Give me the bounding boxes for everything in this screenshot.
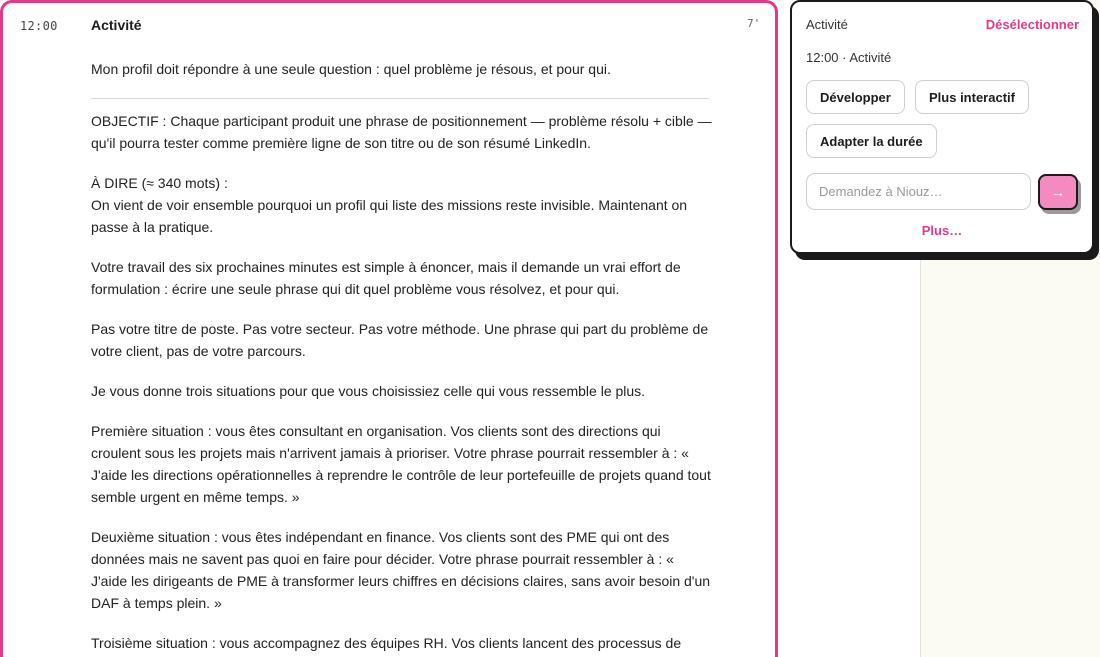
activity-time: 12:00 <box>20 19 58 33</box>
assistant-context-label: 12:00 · Activité <box>806 50 892 65</box>
paragraph-objective: OBJECTIF : Chaque participant produit une phrase de positionnement — problème résolu + cible — qu'il pourra tester comme première ligne de son titre ou de son résumé LinkedIn. <box>91 113 712 151</box>
paragraph-situation-1: Première situation : vous êtes consultant en organisation. Vos clients sont des directions qui croulent sous les projets mais n'arrivent jamais à prioriser. Votre phrase pourrait ressembler à : « J'aide les directions opérationnelles à reprendre le contrôle de leur portefeuille de projets quand tout semble urgent en même temps. » <box>91 423 711 505</box>
more-options-link[interactable]: Plus… <box>921 223 963 238</box>
paragraph-task: Votre travail des six prochaines minutes est simple à énoncer, mais il demande un vrai effort de formulation : écrire une seule phrase qui dit quel problème vous résolvez, et pour qui. <box>91 259 681 297</box>
paragraph-situation-3: Troisième situation : vous accompagnez des équipes RH. Vos clients lancent des processus de <box>91 635 682 651</box>
arrow-right-icon: → <box>1051 184 1065 200</box>
more-interactive-button[interactable]: Plus interactif <box>915 80 1029 114</box>
develop-button[interactable]: Développer <box>806 80 905 114</box>
assistant-prompt-input[interactable]: Demandez à Niouz… <box>806 173 1031 210</box>
ai-assistant-panel <box>790 0 1094 254</box>
paragraph-situations-intro: Je vous donne trois situations pour que vous choisissiez celle qui vous ressemble le plus. <box>91 383 646 399</box>
activity-summary: Mon profil doit répondre à une seule question : quel problème je résous, et pour qui. <box>91 61 611 77</box>
paragraph-situation-2: Deuxième situation : vous êtes indépendant en finance. Vos clients sont des PME qui ont des données mais ne savent pas quoi en faire pour décider. Votre phrase pourrait ressembler à : « J'aide les dirigeants de PME à transformer leurs chiffres en décisions claires, sans avoir besoin d'un DAF à temps plein. » <box>91 529 711 611</box>
adapt-duration-button[interactable]: Adapter la durée <box>806 124 937 158</box>
activity-title: Activité <box>91 17 142 33</box>
activity-script <box>91 110 713 657</box>
paragraph-constraints: Pas votre titre de poste. Pas votre secteur. Pas votre méthode. Une phrase qui part du problème de votre client, pas de votre parcours. <box>91 321 709 359</box>
send-button[interactable] <box>1038 174 1078 210</box>
activity-duration: 7' <box>747 17 761 30</box>
paragraph-intro: À DIRE (≈ 340 mots) : On vient de voir ensemble pourquoi un profil qui liste des missions reste invisible. Maintenant on passe à la pratique. <box>91 175 688 235</box>
assistant-header-label: Activité <box>806 17 848 32</box>
divider <box>91 98 709 99</box>
deselect-button[interactable]: Désélectionner <box>985 17 1079 32</box>
